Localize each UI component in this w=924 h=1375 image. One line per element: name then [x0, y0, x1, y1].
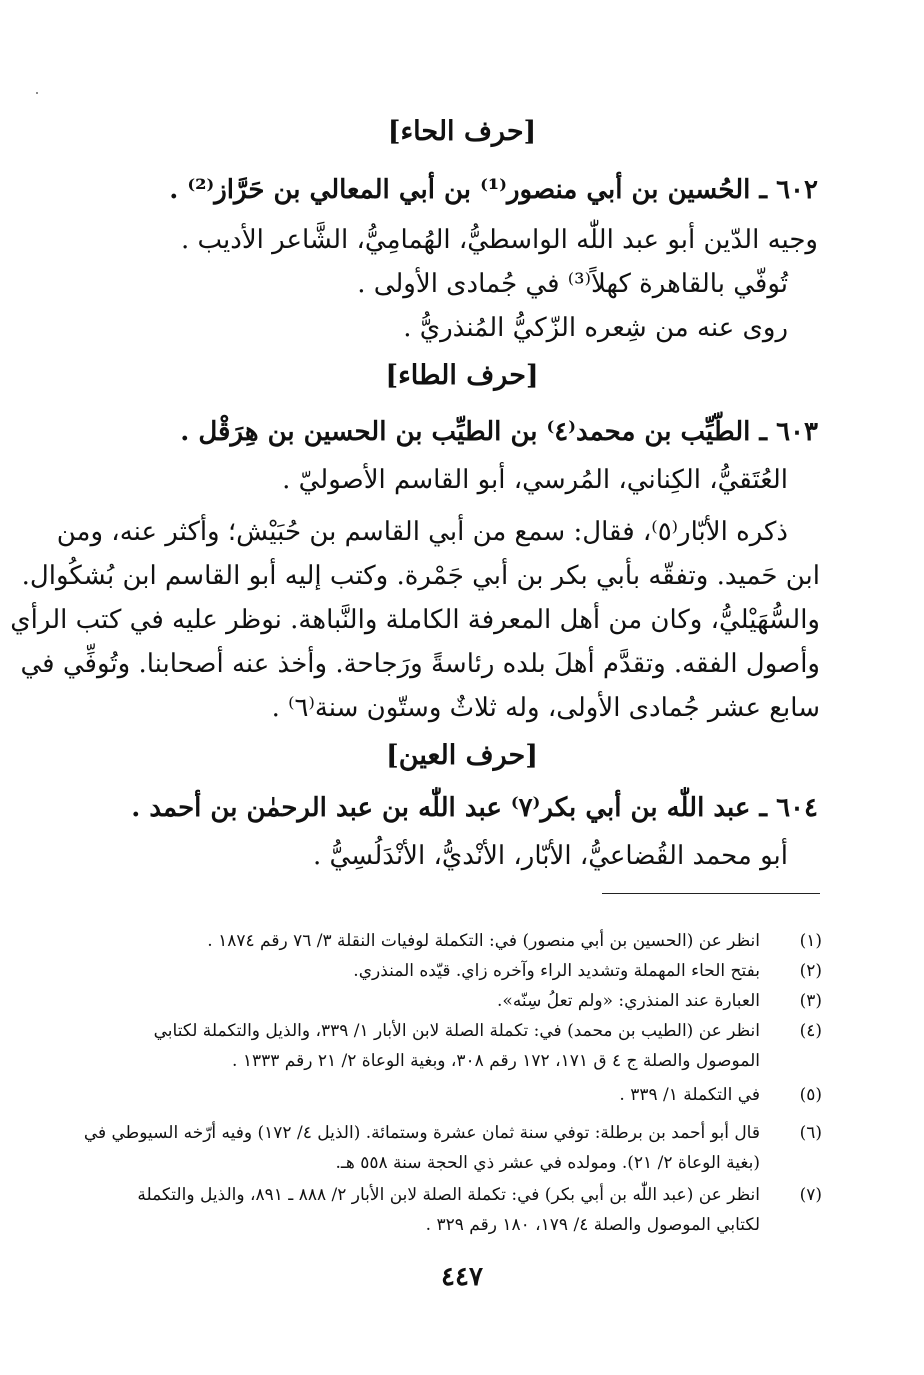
page-number: ٤٤٧ [441, 1262, 483, 1292]
footnote-text: العبارة عند المنذري: «ولم تعلُ سِنّه». [497, 991, 760, 1011]
footnote-text: (بغية الوعاة ٢/ ٢١). ومولده في عشر ذي الحجة سنة ٥٥٨ هـ. [335, 1153, 760, 1173]
footnote-number: (٥) [799, 1085, 822, 1105]
entry-604-line-1: أبو محمد القُضاعيُّ، الأبّار، الأنْديُّ، الأنْدَلُسِيُّ . [312, 841, 788, 871]
entry-603-para-line-1: ذكره الأبّار⁽٥⁾، فقال: سمع من أبي القاسم بن حُبَيْش؛ وأكثر عنه، ومن [56, 517, 788, 547]
footnote-text: قال أبو أحمد بن برطلة: توفي سنة ثمان عشرة وستمائة. (الذيل ٤/ ١٧٢) وفيه أرّخه السيوطي في [83, 1123, 760, 1143]
footnote-text: انظر عن (عبد اللّٰه بن أبي بكر) في: تكملة الصلة لابن الأبار ٢/ ٨٨٨ ـ ٨٩١، والذيل والتكملة [137, 1185, 760, 1205]
entry-604-title: ٦٠٤ ـ عبد اللّٰه بن أبي بكر⁽٧⁾ عبد اللّٰه بن عبد الرحمٰن بن أحمد . [131, 793, 818, 823]
footnote-text: بفتح الحاء المهملة وتشديد الراء وآخره زاي. قيّده المنذري. [353, 961, 760, 981]
footnote-number: (٣) [799, 991, 822, 1011]
footnote-number: (١) [799, 931, 822, 951]
footnote-separator [602, 893, 820, 894]
section-heading-ha: [حرف الحاء] [387, 116, 537, 147]
speck-mark [36, 92, 38, 94]
section-heading-ain: [حرف العين] [386, 740, 538, 771]
footnote-text: انظر عن (الحسين بن أبي منصور) في: التكملة لوفيات النقلة ٣/ ٧٦ رقم ١٨٧٤ . [207, 931, 760, 951]
footnote-number: (٧) [799, 1185, 822, 1205]
footnote-text: انظر عن (الطيب بن محمد) في: تكملة الصلة لابن الأبار ١/ ٣٣٩، والذيل والتكملة لكتابي [153, 1021, 760, 1041]
entry-602-line-1: وجيه الدّين أبو عبد اللّٰه الواسطيُّ، الهُمامِيُّ، الشَّاعر الأديب . [180, 225, 818, 255]
footnote-number: (٤) [799, 1021, 822, 1041]
entry-602-line-2: تُوفّي بالقاهرة كهلاً⁽³⁾ في جُمادى الأولى . [357, 269, 788, 299]
footnote-number: (٦) [799, 1123, 822, 1143]
footnote-number: (٢) [799, 961, 822, 981]
entry-603-para-line-5: سابع عشر جُمادى الأولى، وله ثلاثٌ وستّون سنة⁽٦⁾ . [271, 693, 820, 723]
entry-603-line-1: العُتَقيُّ، الكِناني، المُرسي، أبو القاسم الأصوليّ . [282, 465, 788, 495]
section-heading-ta: [حرف الطاء] [385, 360, 539, 391]
footnote-text: الموصول والصلة ج ٤ ق ١٧١، ١٧٢ رقم ٣٠٨، وبغية الوعاة ٢/ ٢١ رقم ١٣٣٣ . [232, 1051, 760, 1071]
footnote-text: لكتابي الموصول والصلة ٤/ ١٧٩، ١٨٠ رقم ٣٢٩ . [425, 1215, 760, 1235]
entry-603-para-line-2: ابن حَميد. وتفقّه بأبي بكر بن أبي جَمْرة. وكتب إليه أبو القاسم ابن بُشكُوال. [21, 561, 820, 591]
entry-602-title: ٦٠٢ ـ الحُسين بن أبي منصور⁽¹⁾ بن أبي المعالي بن حَرَّاز⁽²⁾ . [169, 175, 818, 205]
entry-603-para-line-3: والسُّهَيْليُّ، وكان من أهل المعرفة الكاملة والنَّباهة. نوظر عليه في كتب الرأي [10, 605, 820, 635]
entry-603-title: ٦٠٣ ـ الطّيِّب بن محمد⁽٤⁾ بن الطيِّب بن الحسين بن هِرَقْل . [180, 417, 818, 447]
entry-603-para-line-4: وأصول الفقه. وتقدَّم أهلَ بلده رئاسةً ورَجاحة. وأخذ عنه أصحابنا. وتُوفِّي في [20, 649, 820, 679]
entry-602-line-3: روى عنه من شِعره الزّكيُّ المُنذريُّ . [403, 313, 788, 343]
footnote-text: في التكملة ١/ ٣٣٩ . [619, 1085, 760, 1105]
